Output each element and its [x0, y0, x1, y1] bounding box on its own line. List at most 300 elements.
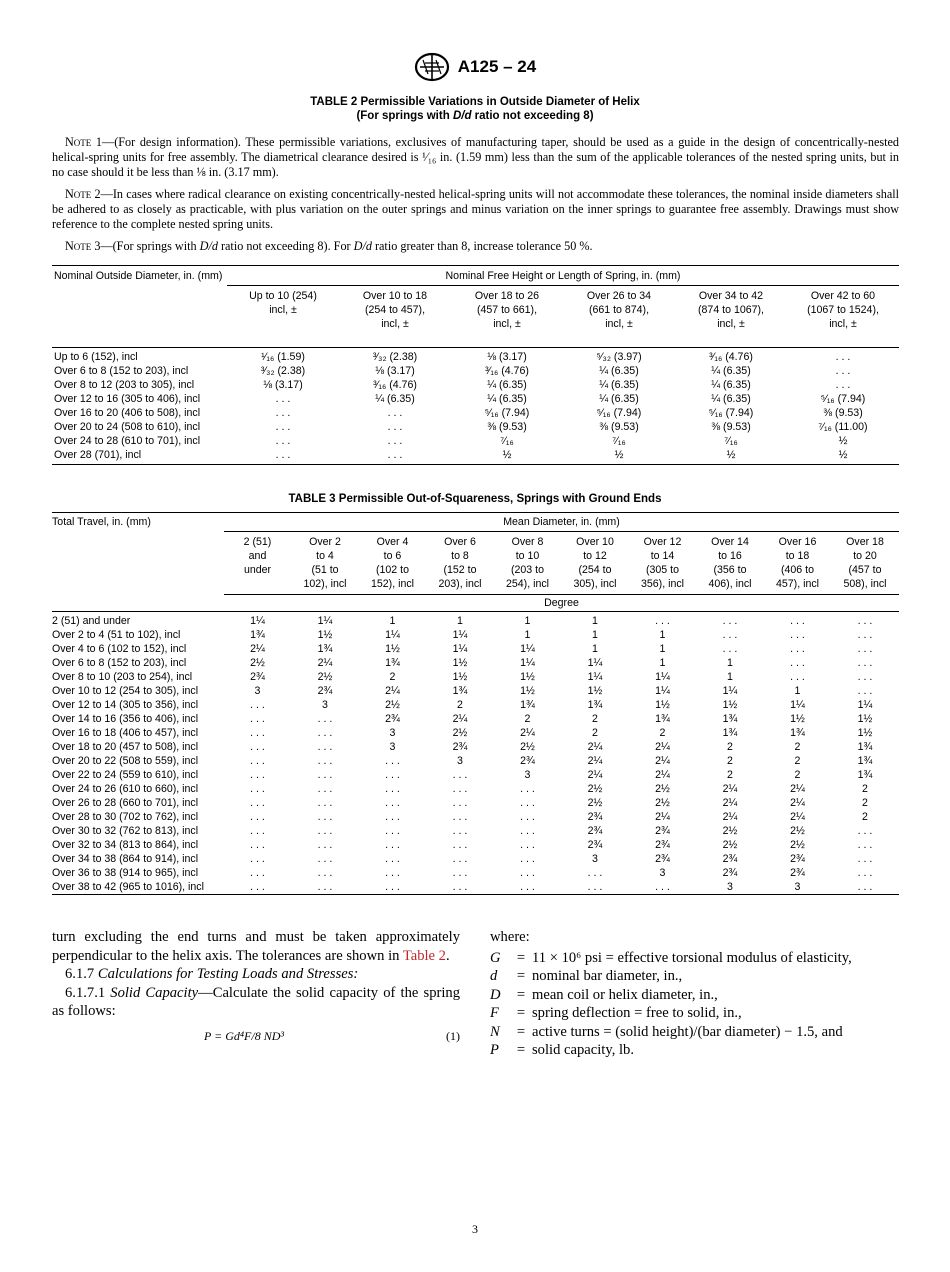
table-row: [52, 698, 899, 712]
table3-cell: 2¼: [655, 769, 670, 781]
table3-cell: 3: [389, 727, 396, 739]
table-row: [52, 348, 899, 365]
table3-cell: . . .: [385, 755, 400, 767]
table3-column-header: Over 14 to 16 (356 to 406), incl: [696, 532, 764, 595]
variable-definitions: [490, 949, 900, 1060]
table3-cell: 2½: [722, 839, 738, 851]
table3-cell: . . .: [317, 853, 333, 865]
table3-cell: 2½: [655, 797, 670, 809]
table3-row-label: Over 18 to 20 (457 to 508), incl: [52, 741, 199, 753]
table3-cell: . . .: [452, 881, 468, 893]
table3-cell: 2¼: [655, 811, 670, 823]
table3-row-label: Over 36 to 38 (914 to 965), incl: [52, 867, 199, 879]
section-6-1-7: 6.1.7 Calculations for Testing Loads and Stresses:: [65, 966, 359, 982]
table2-cell: . . .: [275, 421, 291, 433]
table2-cell: ⅜ (9.53): [599, 421, 639, 433]
table3-cell: . . .: [790, 615, 805, 627]
table2-caption-line1: TABLE 2 Permissible Variations in Outside Diameter of Helix: [310, 96, 640, 108]
table3-row-label: Over 28 to 30 (702 to 762), incl: [52, 811, 199, 823]
table3-cell: 2¾: [587, 825, 603, 837]
table3-cell: . . .: [520, 867, 535, 879]
table3-span-header: Mean Diameter, in. (mm): [224, 513, 899, 532]
table3-cell: . . .: [317, 867, 333, 879]
table3-row-label: Over 4 to 6 (102 to 152), incl: [52, 643, 187, 655]
table3-cell: . . .: [385, 853, 400, 865]
table3-cell: 2: [794, 769, 801, 781]
table3-cell: 1: [659, 629, 666, 641]
table3-column-header: Over 12 to 14 (305 to 356), incl: [629, 532, 696, 595]
table3-cell: . . .: [587, 881, 603, 893]
table3-cell: . . .: [790, 657, 805, 669]
table3-row-label: Over 2 to 4 (51 to 102), incl: [52, 629, 181, 641]
table3-cell: . . .: [857, 657, 873, 669]
table-row: [52, 726, 899, 740]
table2-cell: . . .: [835, 365, 851, 377]
table2-cell: ³⁄₃₂ (2.38): [260, 365, 306, 377]
table2-cell: ½: [614, 449, 624, 461]
table3-cell: 1: [592, 629, 598, 641]
table2-cell: ¼ (6.35): [711, 365, 751, 377]
variable-symbol: P: [490, 1042, 499, 1058]
table-row: [52, 768, 899, 782]
table3-cell: . . .: [655, 881, 670, 893]
table2-cell: ¼ (6.35): [487, 379, 527, 391]
table-row: [52, 880, 899, 895]
table3-cell: 1¾: [655, 713, 670, 725]
table3-cell: 2¾: [722, 853, 738, 865]
table-row: [52, 642, 899, 656]
note-2: Note 2—In cases where radical clearance on existing concentrically-nested helical-spring units will not accommodate these tolerances, the nominal inside diameters shall be adhered to as closely as practicable, with plus variation on the outer springs and minus variation on the inner springs to guarantee free assembly. Drawings must show reference to the complete nested spring units.: [52, 187, 899, 231]
table3-row-label: Over 24 to 26 (610 to 660), incl: [52, 783, 199, 795]
table2-cell: ½: [838, 449, 848, 461]
table3-cell: . . .: [250, 839, 265, 851]
table3-cell: 1½: [722, 699, 738, 711]
table3-cell: . . .: [790, 629, 805, 641]
table2-row-label: Over 28 (701), incl: [54, 449, 142, 461]
equation-1: [52, 1027, 460, 1049]
table3-cell: . . .: [385, 797, 400, 809]
table3-cell: . . .: [452, 783, 468, 795]
table3-row-label: 2 (51) and under: [52, 615, 131, 627]
table3-cell: 1½: [520, 685, 535, 697]
table3-cell: 1½: [857, 713, 873, 725]
table3-cell: 3: [592, 853, 598, 865]
table3-cell: 1½: [317, 629, 333, 641]
table3-cell: 1¾: [452, 685, 468, 697]
table2-cell: ⁷⁄₁₆: [724, 435, 738, 447]
table3-cell: 2: [862, 811, 868, 823]
table3-cell: 1¼: [655, 671, 670, 683]
table3-cell: 1¼: [857, 699, 873, 711]
table3-cell: . . .: [722, 629, 738, 641]
variable-definition: 11 × 10⁶ psi = effective torsional modulus of elasticity,: [532, 949, 852, 966]
table2-cell: . . .: [387, 421, 403, 433]
table3-cell: 1¾: [520, 699, 535, 711]
variable-definition: mean coil or helix diameter, in.,: [532, 986, 718, 1003]
variable-definition: nominal bar diameter, in.,: [532, 968, 683, 984]
table3-cell: 2: [794, 741, 801, 753]
equation-number: (1): [446, 1028, 460, 1043]
table3-cell: 1¾: [722, 727, 738, 739]
table3-cell: 1¼: [452, 629, 468, 641]
table3-cell: . . .: [857, 671, 873, 683]
table2-cell: ⁷⁄₁₆: [612, 435, 626, 447]
table2-notes: [52, 135, 899, 261]
table3-cell: 2¼: [722, 783, 738, 795]
table3-cell: . . .: [385, 867, 400, 879]
table2-column-header: Over 26 to 34 (661 to 874), incl, ±: [563, 286, 675, 348]
table-row: [52, 434, 899, 448]
table3-cell: 2¾: [722, 867, 738, 879]
table3-cell: . . .: [317, 783, 333, 795]
table3-cell: . . .: [385, 825, 400, 837]
table3-cell: . . .: [857, 839, 873, 851]
table3-cell: 1: [524, 615, 531, 627]
table3-cell: 2½: [790, 839, 805, 851]
table3-cell: . . .: [317, 825, 333, 837]
table3-column-header: 2 (51) and under: [224, 532, 291, 595]
variable-symbol: F: [490, 1005, 499, 1021]
variable-row: [490, 1041, 900, 1060]
table3-cell: 2: [727, 741, 733, 753]
equals-sign: =: [516, 1005, 526, 1021]
table3-cell: 1¾: [385, 657, 400, 669]
table2-cell: ¹⁄₁₆ (1.59): [261, 351, 305, 363]
table3-column-header: Over 2 to 4 (51 to 102), incl: [291, 532, 359, 595]
table3-cell: . . .: [317, 881, 333, 893]
table2-cell: ⅜ (9.53): [487, 421, 527, 433]
variable-row: [490, 949, 900, 968]
table3-cell: 1¼: [452, 643, 468, 655]
table3-cell: 1¼: [790, 699, 805, 711]
table3-cell: 1½: [655, 699, 670, 711]
table3-cell: 2½: [250, 657, 265, 669]
table3-cell: . . .: [317, 811, 333, 823]
table3-cell: 1¼: [520, 657, 535, 669]
table3: [52, 512, 899, 895]
table3-cell: 2: [727, 755, 733, 767]
table3-cell: . . .: [520, 853, 535, 865]
equation-formula: P = Gd⁴F/8 ND³: [204, 1028, 284, 1043]
variable-definition: spring deflection = free to solid, in.,: [532, 1005, 742, 1021]
table-row: [52, 838, 899, 852]
table3-cell: 1¾: [722, 713, 738, 725]
table3-caption: TABLE 3 Permissible Out-of-Squareness, Springs with Ground Ends: [288, 493, 662, 505]
table3-cell: 2¼: [790, 797, 805, 809]
table3-cell: 2¼: [655, 755, 670, 767]
table3-cell: 1: [524, 629, 531, 641]
table3-cell: . . .: [250, 769, 265, 781]
table3-row-label: Over 38 to 42 (965 to 1016), incl: [52, 881, 204, 893]
body-right-column: [490, 928, 900, 1060]
table3-cell: 1½: [857, 727, 873, 739]
table-row: [52, 628, 899, 642]
table3-cell: 2¼: [587, 769, 603, 781]
table3-cell: . . .: [385, 769, 400, 781]
table-row: [52, 852, 899, 866]
table2: [52, 265, 899, 465]
table2-column-header: Over 10 to 18 (254 to 457), incl, ±: [339, 286, 451, 348]
table2-cell: ¼ (6.35): [711, 379, 751, 391]
table3-cell: 1¼: [250, 615, 265, 627]
table3-cell: . . .: [790, 643, 805, 655]
table2-cell: ¼ (6.35): [487, 393, 527, 405]
table3-column-header: Over 8 to 10 (203 to 254), incl: [494, 532, 561, 595]
table2-cell: ⅜ (9.53): [823, 407, 863, 419]
table3-cell: 1½: [452, 671, 468, 683]
table2-cell: ⁷⁄₁₆ (11.00): [818, 421, 868, 433]
table3-cell: 1¼: [587, 657, 603, 669]
table3-cell: 1¾: [857, 755, 873, 767]
table3-cell: . . .: [520, 811, 535, 823]
table2-row-label: Over 12 to 16 (305 to 406), incl: [54, 393, 201, 405]
variable-row: [490, 986, 900, 1005]
table2-cell: . . .: [835, 351, 851, 363]
table3-cell: . . .: [317, 741, 333, 753]
table2-link[interactable]: Table 2: [402, 947, 446, 964]
table2-cell: ¼ (6.35): [375, 393, 415, 405]
variable-symbol: N: [490, 1023, 500, 1040]
equals-sign: =: [516, 949, 526, 966]
table3-cell: 2½: [655, 783, 670, 795]
table3-cell: 2: [389, 671, 396, 683]
table3-cell: 2½: [587, 783, 603, 795]
table-row: [52, 754, 899, 768]
table3-cell: . . .: [452, 825, 468, 837]
table3-cell: . . .: [857, 629, 873, 641]
table3-cell: 1¾: [587, 699, 603, 711]
table3-cell: 1: [727, 657, 733, 669]
table3-cell: 2¼: [250, 643, 265, 655]
table3-cell: . . .: [452, 797, 468, 809]
table3-cell: 3: [254, 685, 261, 697]
table3-row-label: Over 8 to 10 (203 to 254), incl: [52, 671, 193, 683]
table3-cell: 2: [524, 713, 531, 725]
table3-cell: 3: [794, 881, 801, 893]
table3-cell: 2¼: [385, 685, 400, 697]
table3-cell: 1¼: [722, 685, 738, 697]
table3-cell: . . .: [857, 867, 873, 879]
table3-cell: . . .: [317, 713, 333, 725]
table3-cell: 1: [457, 615, 463, 627]
table3-cell: . . .: [317, 839, 333, 851]
table3-cell: . . .: [250, 867, 265, 879]
table3-cell: 2: [592, 727, 598, 739]
table-row: [52, 364, 899, 378]
table-row: [52, 684, 899, 698]
table2-cell: ¼ (6.35): [599, 393, 639, 405]
table3-column-header: Over 10 to 12 (254 to 305), incl: [561, 532, 629, 595]
table3-cell: 1¼: [520, 643, 535, 655]
table3-cell: 2¾: [385, 713, 400, 725]
table3-cell: . . .: [250, 811, 265, 823]
table3-cell: 1½: [587, 685, 603, 697]
table3-cell: . . .: [250, 755, 265, 767]
table3-cell: . . .: [857, 685, 873, 697]
table2-row-label: Up to 6 (152), incl: [54, 351, 138, 363]
table3-cell: . . .: [520, 825, 535, 837]
table3-cell: 2½: [790, 825, 805, 837]
equals-sign: =: [516, 968, 526, 984]
table3-cell: 2: [592, 713, 598, 725]
table2-cell: ¼ (6.35): [599, 379, 639, 391]
table3-cell: . . .: [250, 783, 265, 795]
table2-row-label: Over 20 to 24 (508 to 610), incl: [54, 421, 201, 433]
table2-cell: . . .: [275, 435, 291, 447]
table3-cell: . . .: [385, 783, 400, 795]
table-row: [52, 406, 899, 420]
table3-cell: 1: [794, 685, 801, 697]
table-row: [52, 796, 899, 810]
variable-definition: active turns = (solid height)/(bar diameter) − 1.5, and: [532, 1023, 843, 1040]
table3-cell: 2¼: [790, 783, 805, 795]
table3-cell: 1½: [520, 671, 535, 683]
table3-cell: . . .: [385, 881, 400, 893]
table3-cell: . . .: [857, 825, 873, 837]
table3-cell: . . .: [520, 797, 535, 809]
table2-span-header: Nominal Free Height or Length of Spring, in. (mm): [227, 266, 899, 286]
table3-cell: 2: [457, 699, 463, 711]
table3-cell: . . .: [317, 755, 333, 767]
table3-cell: . . .: [250, 825, 265, 837]
table3-cell: 2¼: [655, 741, 670, 753]
table3-cell: 2¾: [250, 671, 265, 683]
table-row: [52, 670, 899, 684]
variable-row: [490, 1004, 900, 1023]
table3-cell: . . .: [317, 797, 333, 809]
table3-cell: 1: [389, 615, 396, 627]
table3-cell: . . .: [452, 769, 468, 781]
table2-caption-line2: (For springs with D/d ratio not exceeding 8): [356, 110, 594, 122]
table3-cell: 2¾: [655, 839, 670, 851]
table-row: [52, 866, 899, 880]
table3-cell: 1¼: [655, 685, 670, 697]
table3-cell: 1½: [790, 713, 805, 725]
table3-cell: 2¾: [790, 867, 805, 879]
table2-cell: . . .: [387, 435, 403, 447]
table3-cell: 2¾: [317, 685, 333, 697]
table-row: [52, 420, 899, 434]
table3-cell: . . .: [520, 839, 535, 851]
table3-cell: . . .: [790, 671, 805, 683]
page-number: 3: [472, 1222, 478, 1236]
variable-symbol: d: [490, 968, 498, 984]
table3-cell: . . .: [857, 853, 873, 865]
table3-cell: 1¼: [587, 671, 603, 683]
table2-caption: [0, 95, 950, 123]
where-label: where:: [490, 929, 530, 945]
table3-cell: 2¾: [655, 853, 670, 865]
table3-cell: . . .: [250, 853, 265, 865]
table3-cell: 2¾: [587, 839, 603, 851]
table3-cell: 1¾: [857, 741, 873, 753]
table3-cell: 2¼: [587, 755, 603, 767]
body-left-column: [52, 928, 460, 1049]
table3-row-label: Over 22 to 24 (559 to 610), incl: [52, 769, 199, 781]
table3-row-label: Over 34 to 38 (864 to 914), incl: [52, 853, 199, 865]
table3-cell: 2¼: [722, 797, 738, 809]
table-row: [52, 448, 899, 465]
table3-cell: . . .: [317, 769, 333, 781]
table2-cell: ⁵⁄₁₆ (7.94): [708, 407, 754, 419]
table3-cell: 2: [862, 783, 868, 795]
table3-cell: 2¼: [722, 811, 738, 823]
table3-cell: . . .: [317, 727, 333, 739]
table3-row-header: Total Travel, in. (mm): [52, 513, 224, 612]
table2-row-label: Over 6 to 8 (152 to 203), incl: [54, 365, 189, 377]
table2-row-header: Nominal Outside Diameter, in. (mm): [52, 266, 227, 348]
table3-cell: 1: [659, 643, 666, 655]
table2-cell: ⅛ (3.17): [375, 365, 415, 377]
table3-row-label: Over 14 to 16 (356 to 406), incl: [52, 713, 199, 725]
table2-cell: . . .: [835, 379, 851, 391]
table3-cell: 2: [727, 769, 733, 781]
table3-cell: 1¾: [857, 769, 873, 781]
table3-cell: . . .: [250, 881, 265, 893]
table3-cell: . . .: [857, 881, 873, 893]
table2-row-label: Over 16 to 20 (406 to 508), incl: [54, 407, 201, 419]
equals-sign: =: [516, 986, 526, 1003]
table3-cell: 2¼: [317, 657, 333, 669]
table2-cell: . . .: [387, 407, 403, 419]
table3-cell: . . .: [250, 699, 265, 711]
table3-row-label: Over 26 to 28 (660 to 701), incl: [52, 797, 199, 809]
table3-cell: . . .: [857, 643, 873, 655]
table3-cell: . . .: [452, 839, 468, 851]
table2-row-label: Over 24 to 28 (610 to 701), incl: [54, 435, 201, 447]
table3-cell: . . .: [452, 867, 468, 879]
table3-cell: 2¼: [790, 811, 805, 823]
table3-cell: . . .: [385, 839, 400, 851]
table3-cell: . . .: [250, 741, 265, 753]
page-header: [0, 52, 950, 87]
table3-cell: 1½: [452, 657, 468, 669]
table2-cell: ⁵⁄₁₆ (7.94): [484, 407, 530, 419]
table3-row-label: Over 12 to 14 (305 to 356), incl: [52, 699, 199, 711]
table3-cell: . . .: [385, 811, 400, 823]
table-row: [52, 612, 899, 629]
table-row: [52, 782, 899, 796]
table-row: [52, 392, 899, 406]
table3-cell: . . .: [250, 797, 265, 809]
table3-cell: . . .: [722, 643, 738, 655]
table3-column-header: Over 16 to 18 (406 to 457), incl: [764, 532, 831, 595]
table3-cell: 2¾: [655, 825, 670, 837]
table-row: [52, 712, 899, 726]
table3-row-label: Over 6 to 8 (152 to 203), incl: [52, 657, 187, 669]
table3-cell: 1: [592, 643, 598, 655]
section-6-1-7-1: 6.1.7.1 Solid Capacity—Calculate the solid capacity of the spring as follows:: [52, 984, 460, 1019]
table3-cell: 2½: [722, 825, 738, 837]
table3-cell: 2: [659, 727, 666, 739]
table2-cell: ³⁄₃₂ (2.38): [372, 351, 418, 363]
table2-cell: ⁵⁄₁₆ (7.94): [596, 407, 642, 419]
table3-cell: . . .: [250, 727, 265, 739]
table3-cell: 2¾: [790, 853, 805, 865]
table3-cell: 2: [862, 797, 868, 809]
table2-cell: . . .: [275, 393, 291, 405]
table2-cell: ¼ (6.35): [711, 393, 751, 405]
table2-column-header: Up to 10 (254) incl, ±: [227, 286, 339, 348]
table3-cell: 1¼: [385, 629, 400, 641]
table3-cell: . . .: [722, 615, 738, 627]
table3-cell: 2¼: [587, 741, 603, 753]
table3-cell: 3: [524, 769, 531, 781]
table3-cell: 1: [727, 671, 733, 683]
table3-cell: 2¼: [520, 727, 535, 739]
table2-cell: ³⁄₁₆ (4.76): [709, 351, 753, 363]
table3-cell: . . .: [452, 853, 468, 865]
